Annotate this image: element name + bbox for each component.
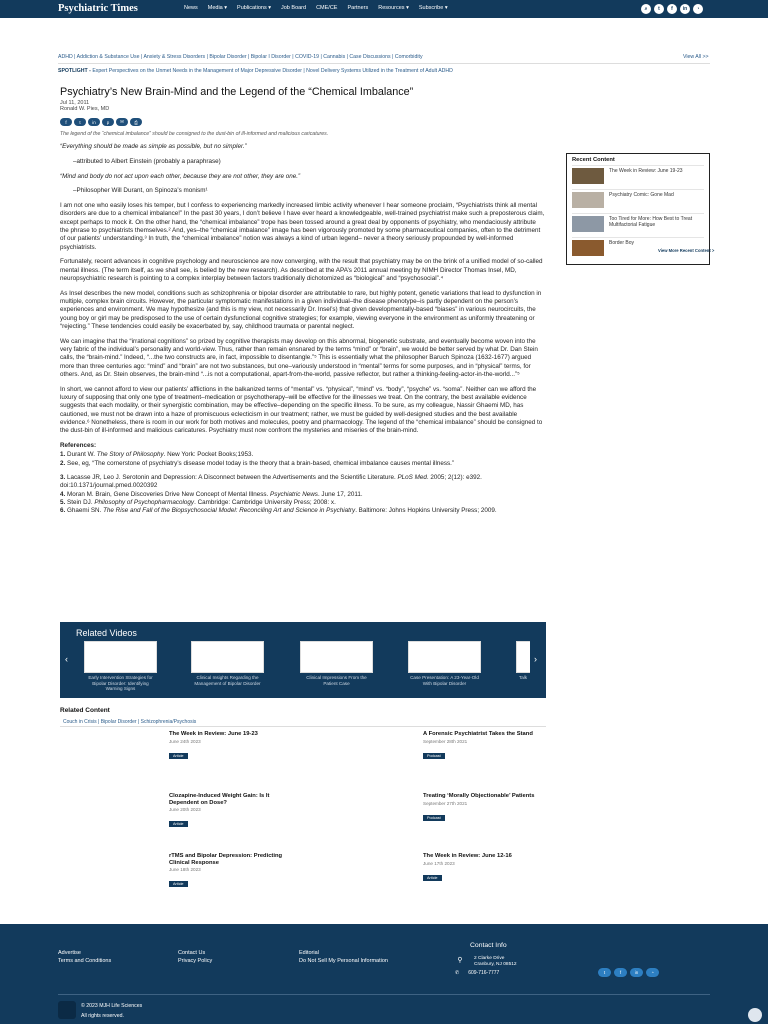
related-item-title[interactable]: Treating ‘Morally Objectionable’ Patients (423, 793, 535, 799)
related-item-title[interactable]: A Forensic Psychiatrist Takes the Stand (423, 731, 533, 737)
video-card[interactable] (408, 641, 481, 686)
recent-item[interactable] (572, 165, 704, 189)
rss-icon[interactable]: ◔ (693, 4, 703, 14)
view-all-link[interactable]: View All >> (683, 54, 709, 60)
video-caption: Clinical Insights Regarding the Management of Bipolar Disorder (194, 675, 261, 686)
main-nav (184, 5, 458, 11)
related-item-date: June 20th 2023 (169, 807, 201, 813)
video-thumbnail (516, 641, 530, 673)
recent-item-label: The Week in Review: June 19-23 (609, 168, 683, 174)
paragraph: I am not one who easily loses his temper, but I confess to experiencing markedly increased limbic activity whenever I hear someone proclaim, “Psychiatrists think all mental disorders are due to a chemical imbalance!” In the past 30 years, I don’t believe I have ever heard a knowledgeable, well-trained psychiatrist make such a preposterous claim, except perhaps to mock it. On the other hand, the “chemical imbalance” trope has been tossed around a great deal by opponents of psychiatry, who mendaciously attribute the phrase to psychiatrists themselves.² And, yes–the “chemical imbalance” image has been vigorously promoted by some pharmaceutical companies, often to the detriment of our patients’ understanding.³ In truth, the “chemical imbalance” notion was always a kind of urban legend– never a theory seriously propounded by well-informed psychiatrists. (60, 202, 545, 251)
nav-job-board[interactable]: Job Board (281, 5, 307, 11)
rights-reserved: All rights reserved. (81, 1013, 124, 1019)
footer-link-contact[interactable]: Contact Us (178, 950, 206, 956)
image-caption: The legend of the “chemical imbalance” should be consigned to the dust-bin of ill-informed and malicious caricatures. (60, 131, 329, 137)
references-title: References: (60, 442, 97, 450)
related-item[interactable] (423, 853, 541, 884)
video-thumbnail (191, 641, 264, 673)
email-icon[interactable]: ✉ (116, 118, 128, 126)
video-caption: Case Presentation: A 23-Year-Old With Bipolar Disorder (410, 675, 479, 686)
recent-thumbnail (572, 216, 604, 232)
accessibility-icon[interactable] (748, 1008, 762, 1022)
epigraph-attribution: –Philosopher Will Durant, on Spinoza’s monism¹ (73, 187, 208, 195)
video-thumbnail (408, 641, 481, 673)
related-content-title: Related Content (60, 707, 110, 714)
related-videos-title: Related Videos (76, 628, 137, 638)
epigraph-attribution: –attributed to Albert Einstein (probably a paraphrase) (73, 157, 221, 165)
divider (58, 994, 710, 995)
article-body (60, 143, 546, 515)
recent-item-label: Border Boy (609, 240, 635, 246)
reference-item: 4. Moran M. Brain, Gene Discoveries Drive New Concept of Mental Illness. Psychiatric News. June 17, 2011. (60, 490, 363, 498)
reference-item: 5. Stein DJ. Philosophy of Psychopharmacology. Cambridge: Cambridge University Press; 2008: x. (60, 498, 336, 506)
nav-news[interactable]: News (184, 5, 198, 11)
related-content-tags[interactable]: Couch in Crisis | Bipolar Disorder | Schizophrenia/Psychosis (63, 719, 197, 725)
twitter-icon[interactable]: t (654, 4, 664, 14)
footer-link-do-not-sell[interactable]: Do Not Sell My Personal Information (299, 958, 388, 965)
related-item-date: September 27th 2021 (423, 800, 468, 806)
mjh-logo (58, 1001, 76, 1019)
footer-address (455, 956, 517, 968)
recent-thumbnail (572, 192, 604, 208)
video-caption: Early Intervention Strategies for Bipolar Disorder: Identifying Warning Signs (88, 675, 153, 691)
carousel-prev-icon[interactable]: ‹ (65, 654, 68, 664)
footer-col-1 (58, 949, 111, 965)
footer-social-icons (598, 968, 659, 977)
related-item-title[interactable]: The Week in Review: June 12-16 (423, 853, 512, 859)
article-title: Psychiatry’s New Brain-Mind and the Legend of the “Chemical Imbalance” (60, 86, 414, 98)
facebook-icon[interactable]: f (60, 118, 72, 126)
paragraph: Fortunately, recent advances in cognitive psychology and neuroscience are now converging, with the result that psychiatry may be on the brink of a unified model of so-called mental illness. (The term itself, as we shall see, is belied by the new research). As described at the APA’s 2011 annual meeting by NIMH Director Thomas Insel, MD, neuropsychiatric research is pointing to a complex interplay between factors traditionally dichotomized as “biological” and “psychosocial”.⁴ (60, 258, 543, 283)
content-type-badge: Article (169, 821, 188, 827)
related-videos-carousel (60, 622, 546, 698)
paragraph: As Insel describes the new model, conditions such as schizophrenia or bipolar disorder are attributable to rare, but highly potent, genetic variations that lead to dysfunction in multiple, complex brain circuits. However, the particular symptomatic manifestations in a given individual–the disease phenotype–is partly dependent on the person’s experiences and environment. We may hypothesize (and this is my view, not necessarily Dr. Insel’s) that given developmentally-based “biases” in various neurocircuits, the young boy or girl may be predisposed to the use of certain dysfunctional cognitive strategies; for example, viewing everyone in the environment as uniformly threatening or “rejecting.” These tendencies could easily be exacerbated by, say, childhood traumata or parental neglect. (60, 289, 542, 331)
footer-link-advertise[interactable]: Advertise (58, 950, 81, 956)
paragraph: We can imagine that the “irrational cognitions” so prized by cognitive therapists may develop on this abnormal, biogenetic substrate, and eventually become woven into the very fabric of the individual’s personality and world-view. Thus, rather than remain ensnared by the terms “mind” or “brain”, we would be better served by what Dr. Dan Stein calls, the “brain-mind.” Indeed, “...the two constructs are, in fact, impossible to disentangle.”⁵ This is essentially what the philosopher Baruch Spinoza (1632-1677) argued more than three centuries ago: “mind” and “brain” are not two substances, but one–variously understood in “mental” terms for some purposes, and in “physical” terms, for others. And, as Dr. Stein observes, the brain-mind “...is not a computational, apart-from-the-world, passive reflector, but rather a thinking-feeling-actor-in-the-world...”⁵ (60, 337, 538, 379)
content-type-badge: Podcast (423, 753, 445, 759)
reference-item: 1. Durant W. The Story of Philosophy. New York: Pocket Books;1953. (60, 451, 254, 459)
video-caption: Clinical Impressions From the Patient Case (306, 675, 367, 686)
twitter-icon[interactable]: t (74, 118, 86, 126)
article-author[interactable]: Ronald W. Pies, MD (60, 106, 110, 112)
related-item-title[interactable]: The Week in Review: June 19-23 (169, 731, 258, 737)
footer-col-3 (299, 949, 399, 965)
spotlight-links[interactable]: Expert Perspectives on the Unmet Needs in the Management of Major Depressive Disorder | Novel Delivery Systems Utilized in the Treatment of Adult ADHD (92, 68, 453, 74)
content-type-badge: Article (169, 881, 188, 887)
content-type-badge: Podcast (423, 815, 445, 821)
related-item-date: June 18th 2023 (169, 867, 201, 873)
recent-thumbnail (572, 168, 604, 184)
phone-icon: ✆ (455, 970, 460, 976)
share-buttons (60, 118, 142, 126)
search-icon[interactable]: ⌕ (641, 4, 651, 14)
footer-contact-title: Contact Info (470, 942, 507, 949)
category-links[interactable]: ADHD | Addiction & Substance Use | Anxiety & Stress Disorders | Bipolar Disorder | Bipolar I Disorder | COVID-19 | Cannabis | Case Discussions | Comorbidity (58, 54, 423, 60)
related-item[interactable] (423, 731, 541, 762)
related-item[interactable] (169, 853, 287, 890)
twitter-icon[interactable]: t (598, 968, 611, 977)
facebook-icon[interactable]: f (614, 968, 627, 977)
pinterest-icon[interactable]: p (102, 118, 114, 126)
content-type-badge: Article (423, 875, 442, 881)
article-date: Jul 11, 2011 (60, 100, 90, 106)
linkedin-icon[interactable]: in (680, 4, 690, 14)
print-icon[interactable]: ⎙ (130, 118, 142, 126)
carousel-next-icon[interactable]: › (534, 654, 537, 664)
site-logo[interactable]: Psychiatric Times (58, 3, 138, 14)
rss-icon[interactable]: ◔ (646, 968, 659, 977)
epigraph-quote: “Everything should be made as simple as possible, but no simpler.” (60, 143, 247, 150)
video-caption: Talk (518, 675, 528, 680)
epigraph-quote: “Mind and body do not act upon each other, because they are not other, they are one.” (60, 172, 301, 180)
spotlight-label: SPOTLIGHT - (58, 68, 91, 74)
recent-content-title: Recent Content (572, 157, 615, 163)
related-item[interactable] (169, 793, 287, 830)
video-card[interactable] (84, 641, 157, 692)
related-item-date: June 24th 2023 (169, 738, 201, 744)
nav-resources[interactable]: Resources ▾ (378, 5, 409, 11)
address-line: 2 Clarke Drive (474, 956, 505, 961)
nav-media[interactable]: Media ▾ (207, 5, 228, 11)
footer-link-editorial[interactable]: Editorial (299, 950, 319, 956)
recent-item[interactable] (572, 213, 704, 237)
nav-cme[interactable]: CME/CE (316, 5, 338, 11)
nav-subscribe[interactable]: Subscribe ▾ (418, 5, 448, 11)
nav-publications[interactable]: Publications ▾ (237, 5, 271, 11)
linkedin-icon[interactable]: in (88, 118, 100, 126)
copyright: © 2023 MJH Life Sciences (81, 1003, 143, 1009)
content-type-badge: Article (169, 753, 188, 759)
recent-item-label: Too Tired for More: How Best to Treat Multifactorial Fatigue (609, 216, 693, 228)
video-card[interactable] (191, 641, 264, 686)
recent-item-label: Psychiatry Comic: Gone Mad (609, 192, 674, 198)
paragraph: In short, we cannot afford to view our patients’ afflictions in the balkanized terms of “mental” vs. “physical”, “mind” vs. “body”, “psyche” vs. “soma”. Neither can we afford the luxury of supposing that only one type of treatment–medication or psychotherapy–will be effective for the illnesses we treat. On the contrary, the best available evidence suggests that each modality, or their synergistic combination, may be effective–depending on the specific illness. To be sure, as my colleague, Nassir Ghaemi MD, has cautioned, we must not be drawn into a haze of promiscuous eclecticism in our treatment; rather, we must be guided by well-designed studies and the best available evidence.⁶ Nonetheless, there is room in our work for both motives and molecules, poetry and pharmacology. The legend of the “chemical imbalance” should be consigned to the dust-bin of ill-informed and malicious caricatures. Psychiatry must now confront the mysteries and miseries of the brain-mind. (60, 385, 543, 435)
reference-item: 6. Ghaemi SN. The Rise and Fall of the Biopsychosocial Model: Reconciling Art and Science in Psychiatry. Baltimore: Johns Hopkins University Press; 2009. (60, 507, 497, 515)
address-line: Cranbury, NJ 08512 (474, 961, 517, 967)
video-thumbnail (84, 641, 157, 673)
divider (60, 726, 546, 727)
spotlight-bar (58, 68, 453, 74)
video-thumbnail (300, 641, 373, 673)
related-item-title[interactable]: Clozapine-Induced Weight Gain: Is It Dependent on Dose? (169, 793, 270, 806)
nav-partners[interactable]: Partners (347, 5, 369, 11)
divider (58, 63, 710, 64)
location-pin-icon: ⚲ (457, 957, 463, 964)
top-nav-bar (0, 0, 768, 18)
footer-link-privacy[interactable]: Privacy Policy (178, 958, 213, 965)
related-item[interactable] (423, 793, 541, 824)
view-more-recent-link[interactable]: View More Recent Content > (658, 248, 715, 253)
related-item[interactable] (169, 731, 287, 762)
recent-thumbnail (572, 240, 604, 256)
related-item-date: June 17th 2023 (423, 860, 455, 866)
facebook-icon[interactable]: f (667, 4, 677, 14)
footer-phone (455, 970, 499, 976)
footer-link-terms[interactable]: Terms and Conditions (58, 958, 112, 965)
recent-item[interactable] (572, 189, 704, 213)
related-item-date: September 28th 2021 (423, 738, 468, 744)
site-footer (0, 924, 768, 1024)
phone-number[interactable]: 609-716-7777 (468, 970, 500, 976)
linkedin-icon[interactable]: in (630, 968, 643, 977)
related-item-title[interactable]: rTMS and Bipolar Depression: Predicting Clinical Response (169, 853, 283, 866)
video-card[interactable] (300, 641, 373, 686)
reference-item: 2. See, eg, “The cornerstone of psychiatry’s disease model today is the theory that a brain-based, chemical imbalance causes mental illness.” (60, 459, 455, 467)
reference-item: 3. Lacasse JR, Leo J. Serotonin and Depression: A Disconnect between the Advertisements and the Scientific Literature. PLoS Med. 2005; 2(12): e392. doi:10.1371/journal.pmed.0020392 (60, 474, 482, 490)
header-icons (641, 4, 703, 14)
video-card[interactable] (516, 641, 530, 681)
footer-col-2 (178, 949, 212, 965)
